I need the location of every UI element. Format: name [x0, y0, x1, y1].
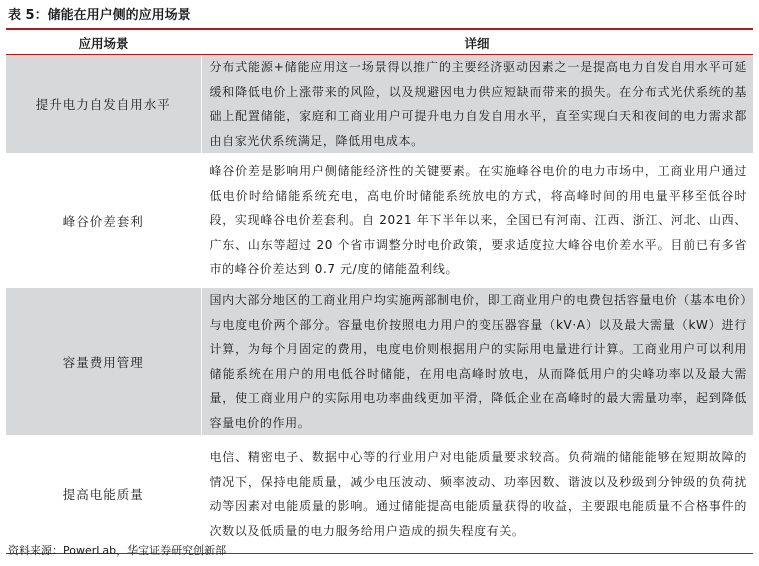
column-header-scene: 应用场景: [6, 31, 201, 55]
table-row: [6, 55, 753, 154]
column-header-detail: 详细: [201, 31, 753, 55]
table-header-row: [6, 31, 753, 55]
detail-cell: 国内大部分地区的工商业用户均实施两部制电价，即工商业用户的电费包括容量电价（基本电价）与电度电价两个部分。容量电价按照电力用户的变压器容量（kV·A）以及最大需量（kW）进行计算，为每个月固定的费用，电度电价则根据用户的实际用电量进行计算。工商业用户可以利用储能系统在用户的用电低谷时储能，在用电高峰时放电，从而降低用户的尖峰功率以及最大需量，使工商业用户的实际用电功率曲线更加平滑，降低企业在高峰时的最大需量功率，起到降低容量电价的作用。: [201, 288, 753, 435]
detail-cell: 峰谷价差是影响用户侧储能经济性的关键要素。在实施峰谷电价的电力市场中，工商业用户通过低电价时给储能系统充电，高电价时储能系统放电的方式，将高峰时间的用电量平移至低谷时段，实现峰谷电价差套利。自 2021 年下半年以来，全国已有河南、江西、浙江、河北、山西、广东、山东等超过 20 个省市调整分时电价政策，要求适度拉大峰谷电价差水平。目前已有多省市的峰谷价差达到 0.7 元/度的储能盈利线。: [209, 164, 747, 277]
source-note: 资料来源：PowerLab，华宝证券研究创新部: [8, 544, 227, 557]
scene-cell: 峰谷价差套利: [6, 153, 201, 288]
table-row: [6, 288, 753, 435]
detail-cell: 分布式能源+储能应用这一场景得以推广的主要经济驱动因素之一是提高电力自发自用水平可延缓和降低电价上涨带来的风险，以及规避因电力供应短缺而带来的损失。在分布式光伏系统的基础上配置储能，家庭和工商业用户可提升电力自发自用水平，直至实现白天和夜间的电力需求都由自家光伏系统满足，降低用电成本。: [201, 55, 753, 154]
scene-cell: 容量费用管理: [6, 288, 201, 435]
detail-cell: 电信、精密电子、数据中心等的行业用户对电能质量要求较高。负荷端的储能能够在短期故障的情况下，保持电能质量，减少电压波动、频率波动、功率因数、谐波以及秒级到分钟级的负荷扰动等因素对电能质量的影响。通过储能提高电能质量获得的收益，主要跟电能质量不合格事件的次数以及低质量的电力服务给用户造成的损失程度有关。: [201, 435, 753, 554]
application-scenarios-table: [6, 31, 753, 554]
scene-cell: 提高电能质量: [6, 435, 201, 554]
table-title: 表 5：储能在用户侧的应用场景: [8, 8, 191, 23]
title-divider: [6, 28, 753, 30]
table-row: [6, 435, 753, 554]
table-row: [6, 153, 753, 288]
scene-cell: 提升电力自发自用水平: [6, 55, 201, 154]
